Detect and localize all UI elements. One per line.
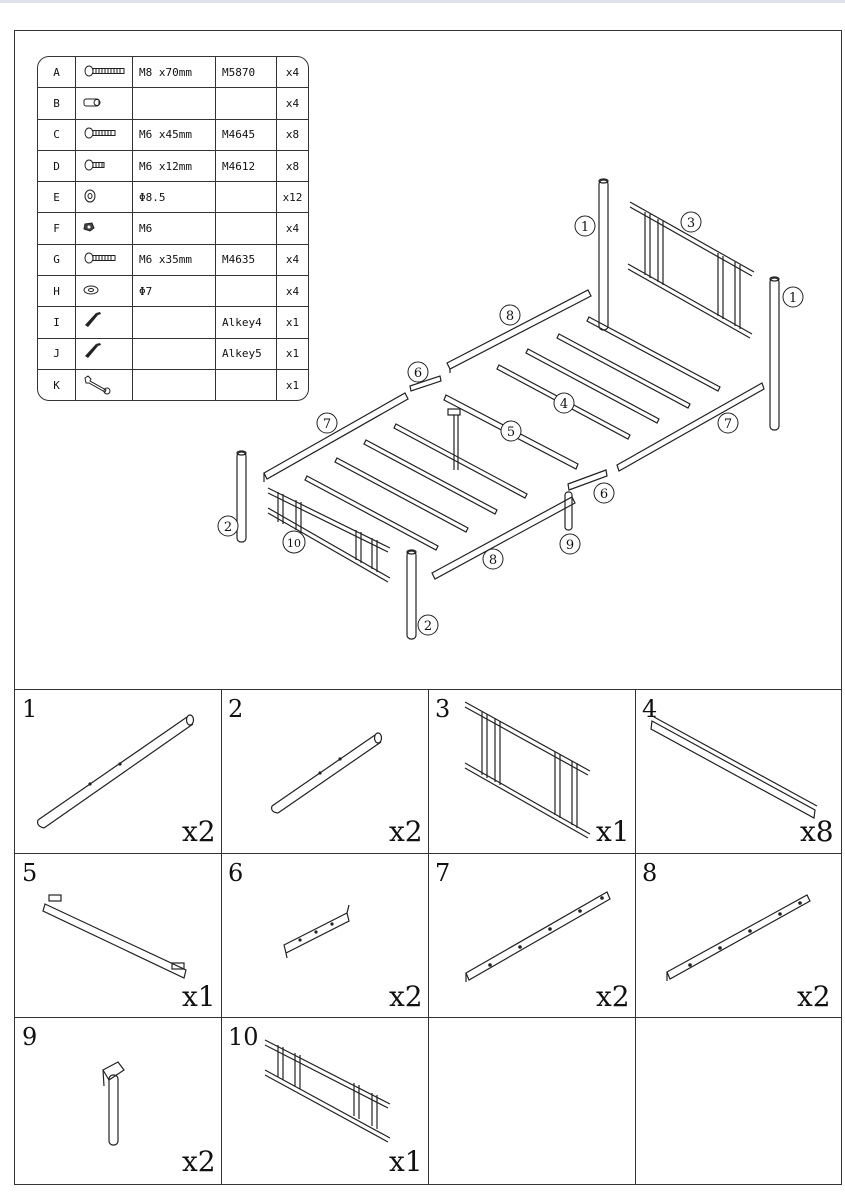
hardware-qty: x12 <box>277 182 308 213</box>
hardware-size: M6 x12mm <box>133 151 216 182</box>
part-number: 6 <box>228 859 244 887</box>
part-1-post <box>38 715 194 828</box>
part-number: 5 <box>22 859 38 887</box>
hardware-size: M8 x70mm <box>133 57 216 88</box>
hardware-letter: A <box>38 57 76 88</box>
hardware-code: M4635 <box>216 245 277 276</box>
svg-text:6: 6 <box>413 366 423 381</box>
svg-text:10: 10 <box>287 537 301 550</box>
hardware-size: Φ8.5 <box>133 182 216 213</box>
svg-text:8: 8 <box>505 309 515 324</box>
part-quantity: x2 <box>182 815 216 848</box>
part-number: 3 <box>435 695 451 723</box>
part-7-rail <box>466 892 610 982</box>
part-quantity: x8 <box>800 815 834 848</box>
svg-text:4: 4 <box>559 397 569 412</box>
part-number: 4 <box>642 695 658 723</box>
hardware-qty: x4 <box>277 276 308 307</box>
part-number: 2 <box>228 695 244 723</box>
hardware-qty: x4 <box>277 88 308 119</box>
hardware-letter: E <box>38 182 76 213</box>
hardware-qty: x4 <box>277 57 308 88</box>
svg-text:7: 7 <box>723 417 733 432</box>
hardware-code: M5870 <box>216 57 277 88</box>
part-quantity: x2 <box>389 980 423 1013</box>
part-quantity: x1 <box>182 980 216 1013</box>
part-quantity: x2 <box>596 980 630 1013</box>
part-number: 10 <box>228 1023 259 1051</box>
svg-text:1: 1 <box>788 291 798 306</box>
hardware-size: Φ7 <box>133 276 216 307</box>
part-quantity: x2 <box>797 980 831 1013</box>
part-5-beam <box>43 895 186 978</box>
svg-text:6: 6 <box>599 487 609 502</box>
hardware-size: M6 x45mm <box>133 120 216 151</box>
hardware-letter: C <box>38 120 76 151</box>
part-quantity: x1 <box>389 1145 423 1178</box>
hardware-code: Alkey5 <box>216 339 277 370</box>
hardware-qty: x1 <box>277 339 308 370</box>
hardware-code: M4612 <box>216 151 277 182</box>
part-9-leg <box>103 1062 124 1145</box>
part-quantity: x1 <box>596 815 630 848</box>
part-quantity: x2 <box>389 815 423 848</box>
hardware-qty: x1 <box>277 307 308 338</box>
svg-text:2: 2 <box>223 520 233 535</box>
part-number: 7 <box>435 859 451 887</box>
hardware-qty: x8 <box>277 120 308 151</box>
svg-text:5: 5 <box>506 425 516 440</box>
hardware-letter: G <box>38 245 76 276</box>
hardware-size: M6 x35mm <box>133 245 216 276</box>
svg-text:9: 9 <box>565 538 575 553</box>
svg-text:8: 8 <box>488 553 498 568</box>
part-3-headboard <box>465 702 590 838</box>
hardware-letter: J <box>38 339 76 370</box>
part-number: 8 <box>642 859 658 887</box>
svg-text:7: 7 <box>322 417 332 432</box>
hardware-letter: D <box>38 151 76 182</box>
hardware-code: M4645 <box>216 120 277 151</box>
svg-text:3: 3 <box>686 216 696 231</box>
hardware-qty: x1 <box>285 378 300 392</box>
hardware-letter: F <box>38 213 76 244</box>
hardware-qty: x4 <box>277 213 308 244</box>
hardware-size: M6 <box>133 213 216 244</box>
hardware-letter: I <box>38 307 76 338</box>
hardware-letter: B <box>38 88 76 119</box>
hardware-qty: x4 <box>277 245 308 276</box>
part-quantity: x2 <box>182 1145 216 1178</box>
part-number: 9 <box>22 1023 38 1051</box>
hardware-qty: x8 <box>277 151 308 182</box>
part-10-footboard <box>265 1040 390 1142</box>
part-8-rail <box>667 895 810 981</box>
part-4-slat <box>651 717 817 818</box>
svg-text:2: 2 <box>423 619 433 634</box>
part-2-post <box>272 733 382 813</box>
svg-text:1: 1 <box>580 220 590 235</box>
hardware-letter: H <box>38 276 76 307</box>
part-number: 1 <box>22 695 38 723</box>
hardware-code: Alkey4 <box>216 307 277 338</box>
hardware-letter: K <box>38 370 76 400</box>
